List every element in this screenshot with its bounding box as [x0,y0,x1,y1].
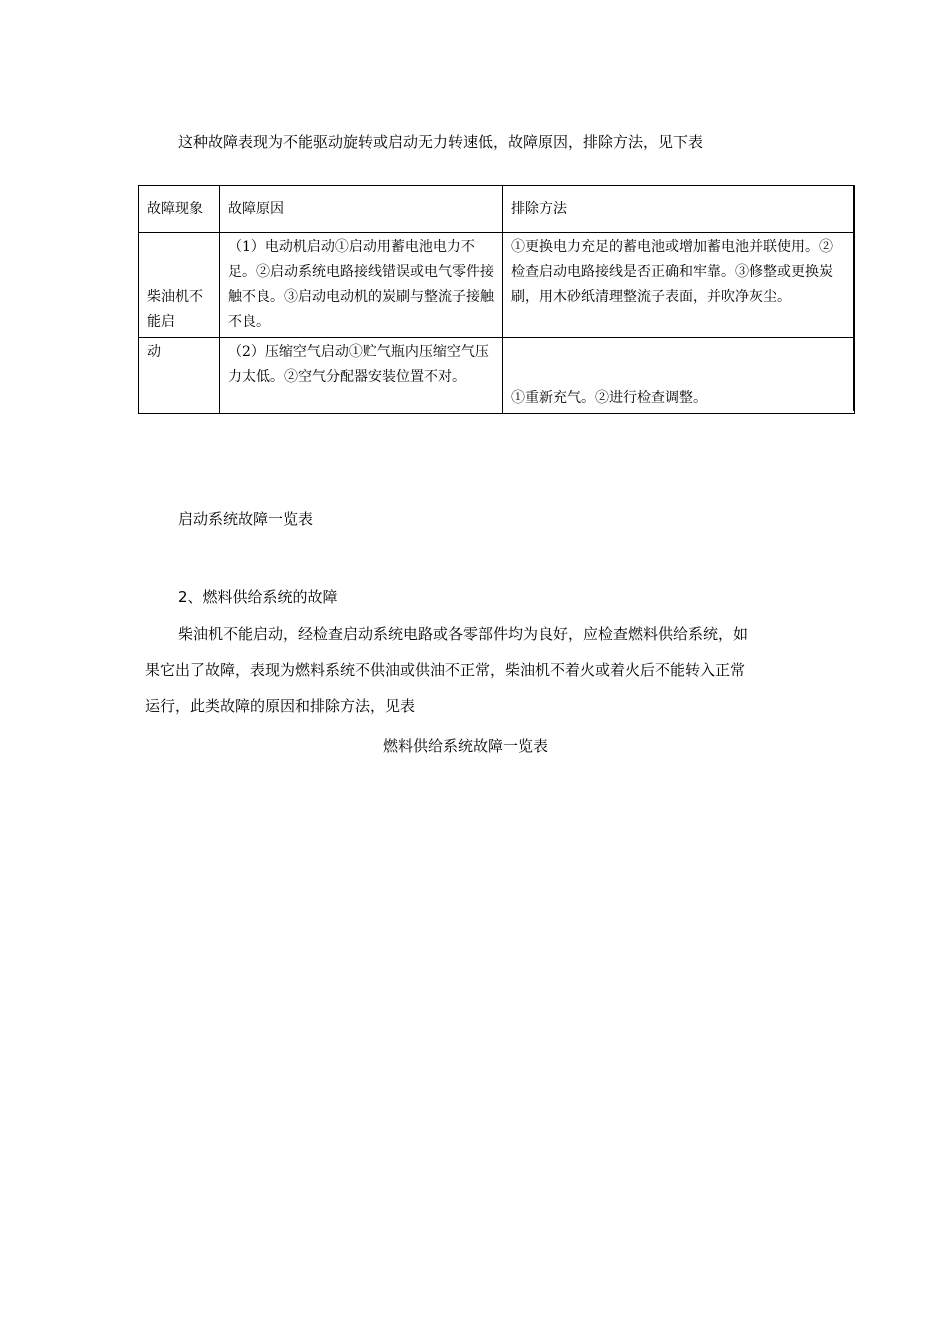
header-cause: 故障原因 [220,186,503,233]
fuel-paragraph [145,616,825,724]
table-right-border [853,185,854,411]
table-header-row [139,186,855,233]
paragraph-line: 柴油机不能启动，经检查启动系统电路或各零部件均为良好，应检查燃料供给系统，如 [178,625,749,643]
paragraph-line: 运行，此类故障的原因和排除方法，见表 [145,697,416,715]
table-row [139,338,855,414]
phenomenon-cell-top: 柴油机不能启 [139,233,220,338]
cause-cell: （2）压缩空气启动①贮气瓶内压缩空气压力太低。②空气分配器安装位置不对。 [220,338,503,414]
fault-table [138,185,855,414]
header-phenomenon: 故障现象 [139,186,220,233]
method-cell: ①更换电力充足的蓄电池或增加蓄电池并联使用。②检查启动电路接线是否正确和牢靠。③修整或更换炭刷，用木砂纸清理整流子表面，并吹净灰尘。 [503,233,855,338]
start-system-caption: 启动系统故障一览表 [178,510,314,528]
cause-cell: （1）电动机启动①启动用蓄电池电力不足。②启动系统电路接线错误或电气零件接触不良。③启动电动机的炭刷与整流子接触不良。 [220,233,503,338]
table-row [139,233,855,338]
paragraph-line: 果它出了故障，表现为燃料系统不供油或供油不正常，柴油机不着火或着火后不能转入正常 [145,661,746,679]
method-cell: ①重新充气。②进行检查调整。 [503,338,855,414]
phenomenon-cell-bottom: 动 [139,338,220,414]
header-method: 排除方法 [503,186,855,233]
fuel-system-caption: 燃料供给系统故障一览表 [383,737,549,755]
intro-text: 这种故障表现为不能驱动旋转或启动无力转速低，故障原因，排除方法，见下表 [178,133,704,151]
section-title: 2、燃料供给系统的故障 [178,588,338,606]
